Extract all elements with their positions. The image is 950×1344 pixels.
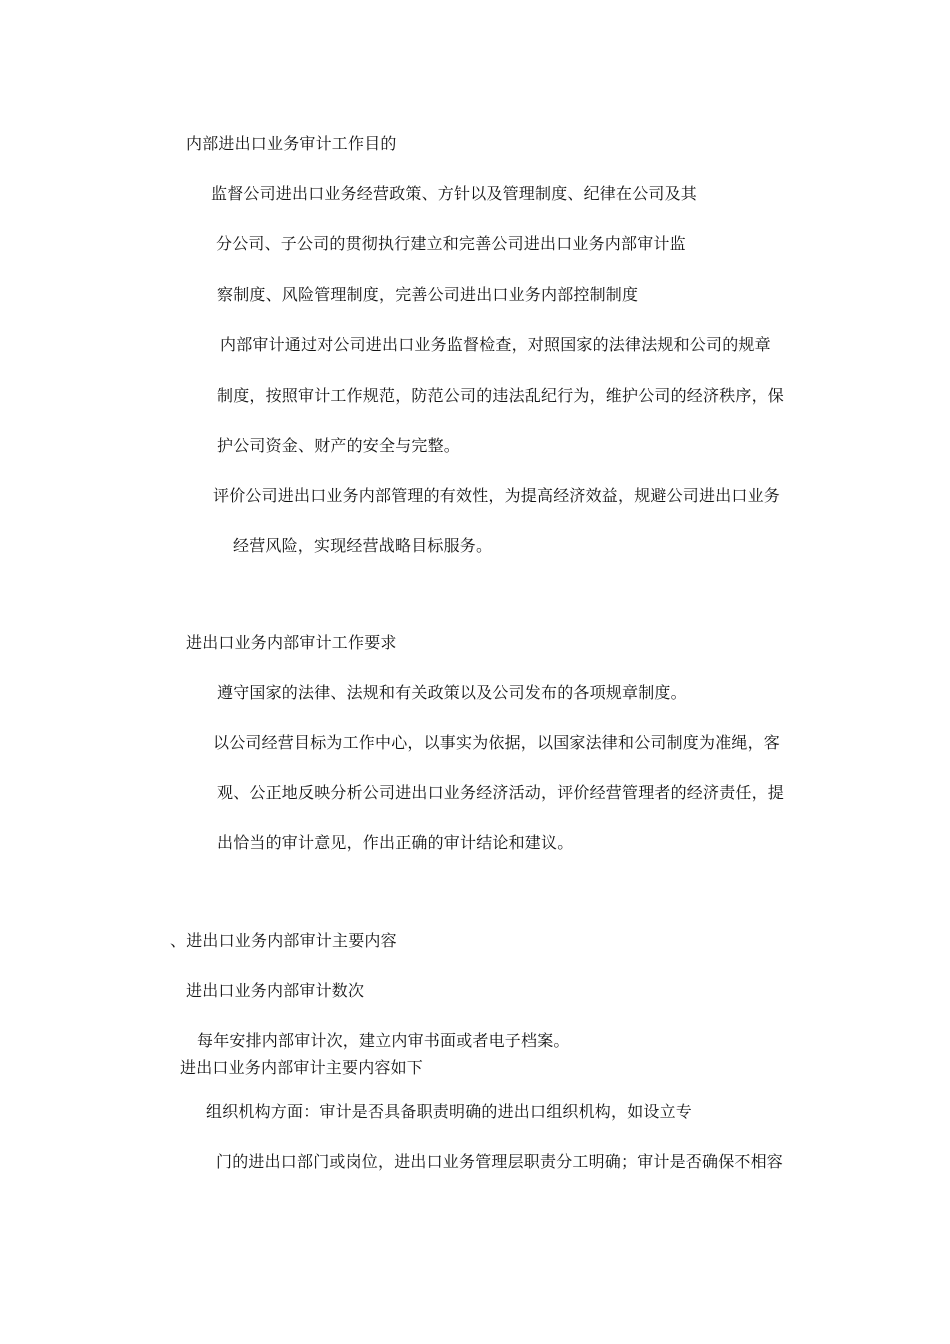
- section3-sub1-heading: 进出口业务内部审计数次: [186, 981, 365, 1000]
- section1-line-5: 制度，按照审计工作规范，防范公司的违法乱纪行为，维护公司的经济秩序，保: [217, 386, 785, 405]
- section2-line-4: 出恰当的审计意见，作出正确的审计结论和建议。: [217, 833, 574, 852]
- section3-heading: 、进出口业务内部审计主要内容: [170, 931, 397, 950]
- section1-heading: 内部进出口业务审计工作目的: [186, 134, 397, 153]
- section3-line-1: 组织机构方面：审计是否具备职责明确的进出口组织机构，如设立专: [206, 1102, 693, 1121]
- section3-line-2: 门的进出口部门或岗位，进出口业务管理层职责分工明确；审计是否确保不相容: [216, 1152, 784, 1171]
- section2-heading: 进出口业务内部审计工作要求: [186, 633, 397, 652]
- section3-sub1-line: 每年安排内部审计次，建立内审书面或者电子档案。: [197, 1031, 570, 1050]
- section1-line-8: 经营风险，实现经营战略目标服务。: [233, 536, 493, 555]
- section2-line-3: 观、公正地反映分析公司进出口业务经济活动，评价经营管理者的经济责任，提: [217, 783, 785, 802]
- section2-line-1: 遵守国家的法律、法规和有关政策以及公司发布的各项规章制度。: [217, 683, 687, 702]
- section2-line-2: 以公司经营目标为工作中心，以事实为依据，以国家法律和公司制度为准绳，客: [213, 733, 781, 752]
- section1-line-2: 分公司、子公司的贯彻执行建立和完善公司进出口业务内部审计监: [216, 234, 686, 253]
- section1-line-6: 护公司资金、财产的安全与完整。: [217, 436, 461, 455]
- section1-line-3: 察制度、风险管理制度，完善公司进出口业务内部控制制度: [217, 285, 639, 304]
- section1-line-7: 评价公司进出口业务内部管理的有效性，为提高经济效益，规避公司进出口业务: [213, 486, 781, 505]
- section1-line-4: 内部审计通过对公司进出口业务监督检查，对照国家的法律法规和公司的规章: [220, 335, 771, 354]
- section3-sub2-heading: 进出口业务内部审计主要内容如下: [180, 1058, 424, 1077]
- section1-line-1: 监督公司进出口业务经营政策、方针以及管理制度、纪律在公司及其: [211, 184, 698, 203]
